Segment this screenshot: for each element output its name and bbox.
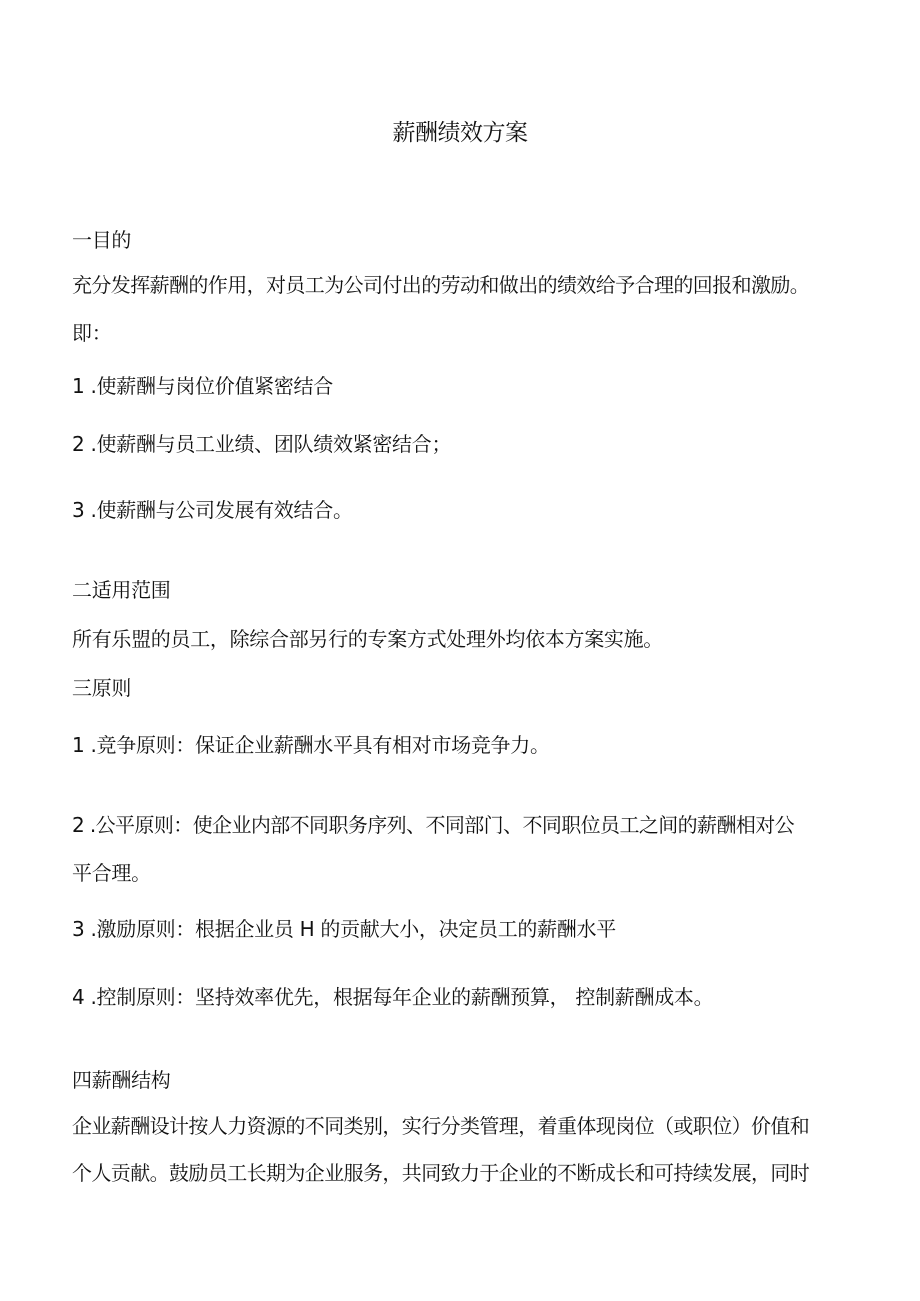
principle-item-1: 1 .竞争原则：保证企业薪酬水平具有相对市场竞争力。 [72, 733, 550, 757]
principle-item-2-continued: 平合理。 [72, 861, 151, 885]
purpose-item-2: 2 .使薪酬与员工业绩、团队绩效紧密结合； [72, 432, 452, 456]
section-heading-structure: 四薪酬结构 [72, 1068, 171, 1092]
scope-paragraph: 所有乐盟的员工，除综合部另行的专案方式处理外均依本方案实施。 [72, 627, 663, 651]
document-title: 薪酬绩效方案 [392, 120, 528, 146]
section-heading-purpose: 一目的 [72, 228, 132, 252]
principle-item-3: 3 .激励原则：根据企业员 H 的贡献大小，决定员工的薪酬水平 [72, 917, 616, 941]
purpose-item-3: 3 .使薪酬与公司发展有效结合。 [72, 498, 353, 522]
purpose-paragraph: 充分发挥薪酬的作用，对员工为公司付出的劳动和做出的绩效给予合理的回报和激励。 [72, 273, 810, 297]
principle-item-2: 2 .公平原则：使企业内部不同职务序列、不同部门、不同职位员工之间的薪酬相对公 [72, 813, 795, 837]
section-heading-principles: 三原则 [72, 676, 132, 700]
purpose-namely: 即： [72, 321, 112, 345]
purpose-item-1: 1 .使薪酬与岗位价值紧密结合 [72, 374, 333, 398]
section-heading-scope: 二适用范围 [72, 578, 171, 602]
structure-line-1: 企业薪酬设计按人力资源的不同类别，实行分类管理，着重体现岗位（或职位）价值和 [72, 1114, 810, 1138]
principle-item-4: 4 .控制原则：坚持效率优先，根据每年企业的薪酬预算， 控制薪酬成本。 [72, 985, 714, 1009]
structure-line-2: 个人贡献。鼓励员工长期为企业服务，共同致力于企业的不断成长和可持续发展，同时 [72, 1161, 810, 1185]
